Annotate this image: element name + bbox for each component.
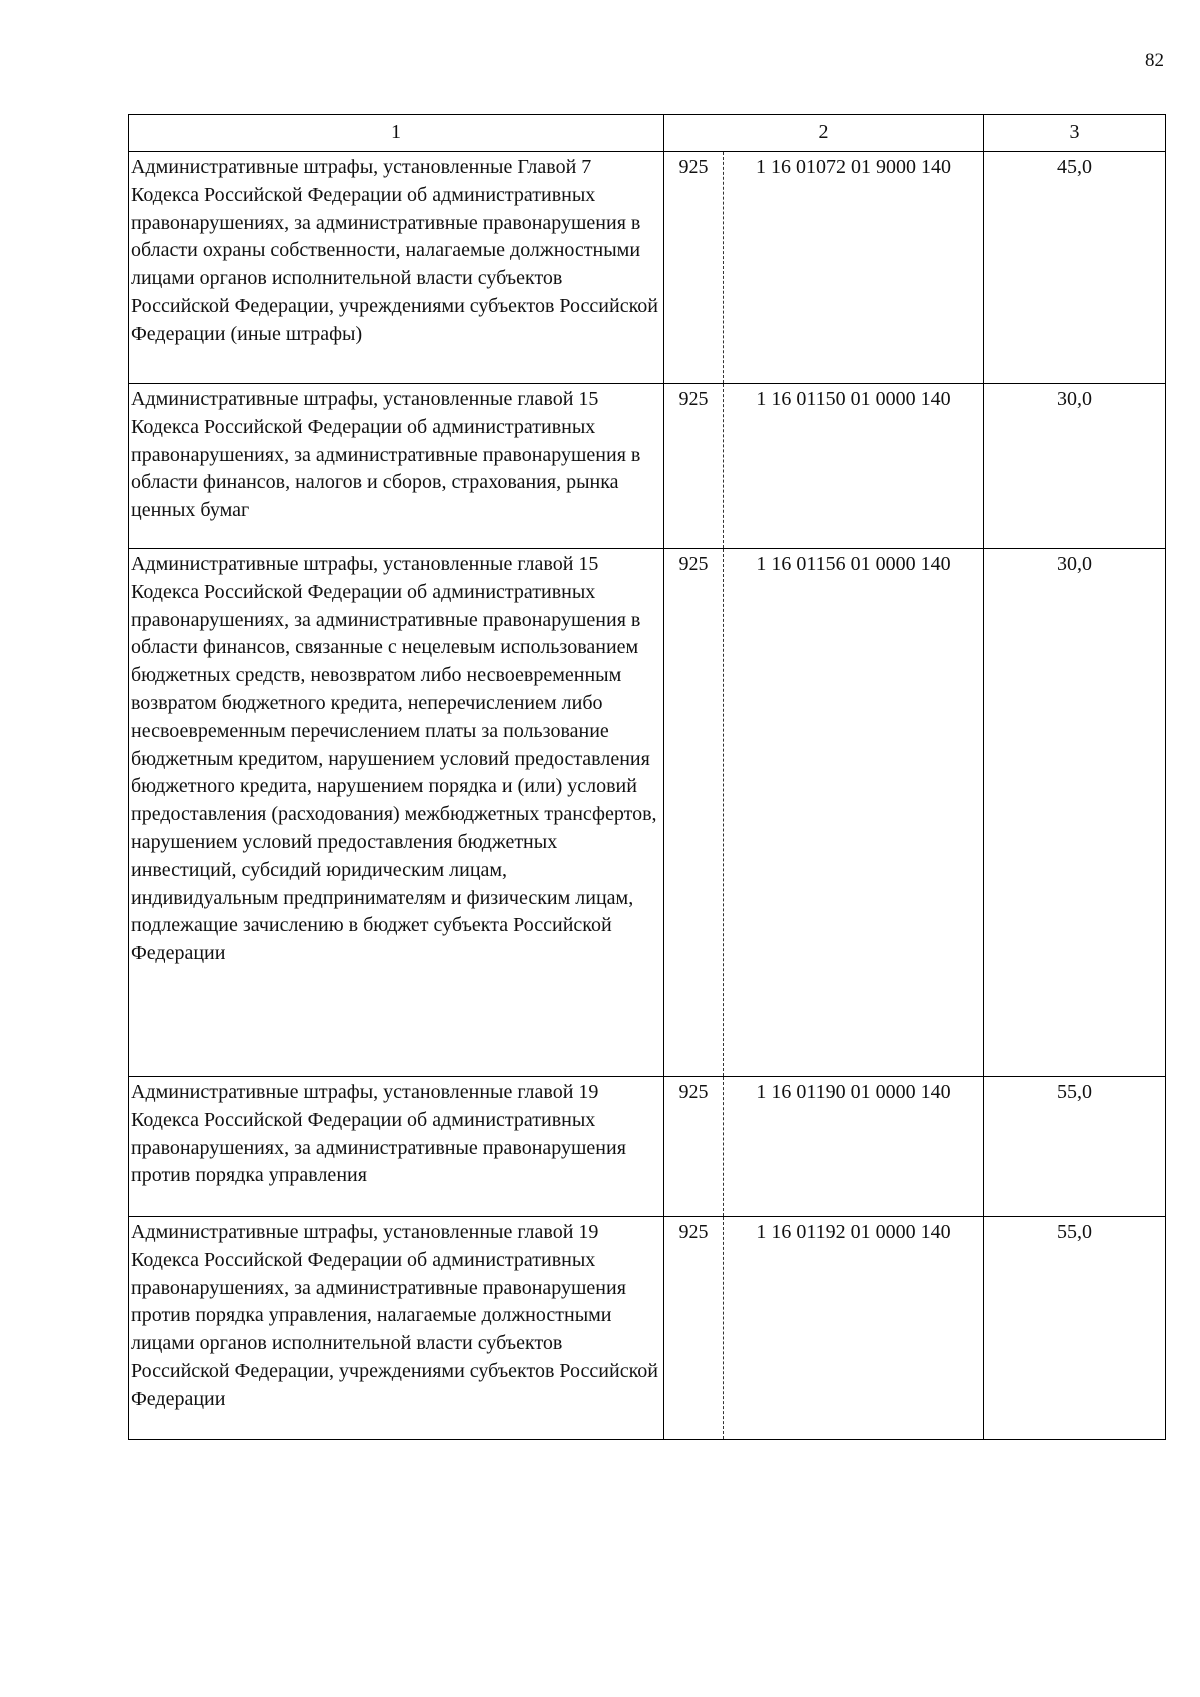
header-col-3: 3 — [984, 115, 1166, 152]
admin-code: 925 — [664, 384, 724, 549]
table-row — [129, 1217, 1166, 1440]
fine-description: Административные штрафы, установленные Главой 7 Кодекса Российской Федерации об административных правонарушениях, за административные правонарушения в области охраны собственности, налагаемые должностными лицами органов исполнительной власти субъектов Российской Федерации, учреждениями субъектов Российской Федерации (иные штрафы) — [129, 152, 664, 384]
fine-description: Административные штрафы, установленные главой 19 Кодекса Российской Федерации об административных правонарушениях, за административные правонарушения против порядка управления — [129, 1077, 664, 1217]
table-row — [129, 384, 1166, 549]
admin-code: 925 — [664, 1217, 724, 1440]
table-header-row — [129, 115, 1166, 152]
admin-code: 925 — [664, 1077, 724, 1217]
table-row — [129, 549, 1166, 1077]
amount: 55,0 — [984, 1077, 1166, 1217]
budget-code: 1 16 01156 01 0000 140 — [724, 549, 984, 1077]
amount: 45,0 — [984, 152, 1166, 384]
budget-code: 1 16 01072 01 9000 140 — [724, 152, 984, 384]
page-number: 82 — [1145, 50, 1164, 71]
fine-description: Административные штрафы, установленные главой 15 Кодекса Российской Федерации об административных правонарушениях, за административные правонарушения в области финансов, связанные с нецелевым использованием бюджетных средств, невозвратом либо несвоевременным возвратом бюджетного кредита, неперечислением либо несвоевременным перечислением платы за пользование бюджетным кредитом, нарушением условий предоставления бюджетного кредита, нарушением порядка и (или) условий предоставления (расходования) межбюджетных трансфертов, нарушением условий предоставления бюджетных инвестиций, субсидий юридическим лицам, индивидуальным предпринимателям и физическим лицам, подлежащие зачислению в бюджет субъекта Российской Федерации — [129, 549, 664, 1077]
budget-code: 1 16 01190 01 0000 140 — [724, 1077, 984, 1217]
table-row — [129, 1077, 1166, 1217]
budget-code: 1 16 01150 01 0000 140 — [724, 384, 984, 549]
fines-table — [128, 114, 1166, 1440]
header-col-1: 1 — [129, 115, 664, 152]
header-col-2: 2 — [664, 115, 984, 152]
budget-code: 1 16 01192 01 0000 140 — [724, 1217, 984, 1440]
fine-description: Административные штрафы, установленные главой 15 Кодекса Российской Федерации об административных правонарушениях, за административные правонарушения в области финансов, налогов и сборов, страхования, рынка ценных бумаг — [129, 384, 664, 549]
admin-code: 925 — [664, 549, 724, 1077]
amount: 30,0 — [984, 549, 1166, 1077]
admin-code: 925 — [664, 152, 724, 384]
amount: 30,0 — [984, 384, 1166, 549]
amount: 55,0 — [984, 1217, 1166, 1440]
table-row — [129, 152, 1166, 384]
fine-description: Административные штрафы, установленные главой 19 Кодекса Российской Федерации об административных правонарушениях, за административные правонарушения против порядка управления, налагаемые должностными лицами органов исполнительной власти субъектов Российской Федерации, учреждениями субъектов Российской Федерации — [129, 1217, 664, 1440]
